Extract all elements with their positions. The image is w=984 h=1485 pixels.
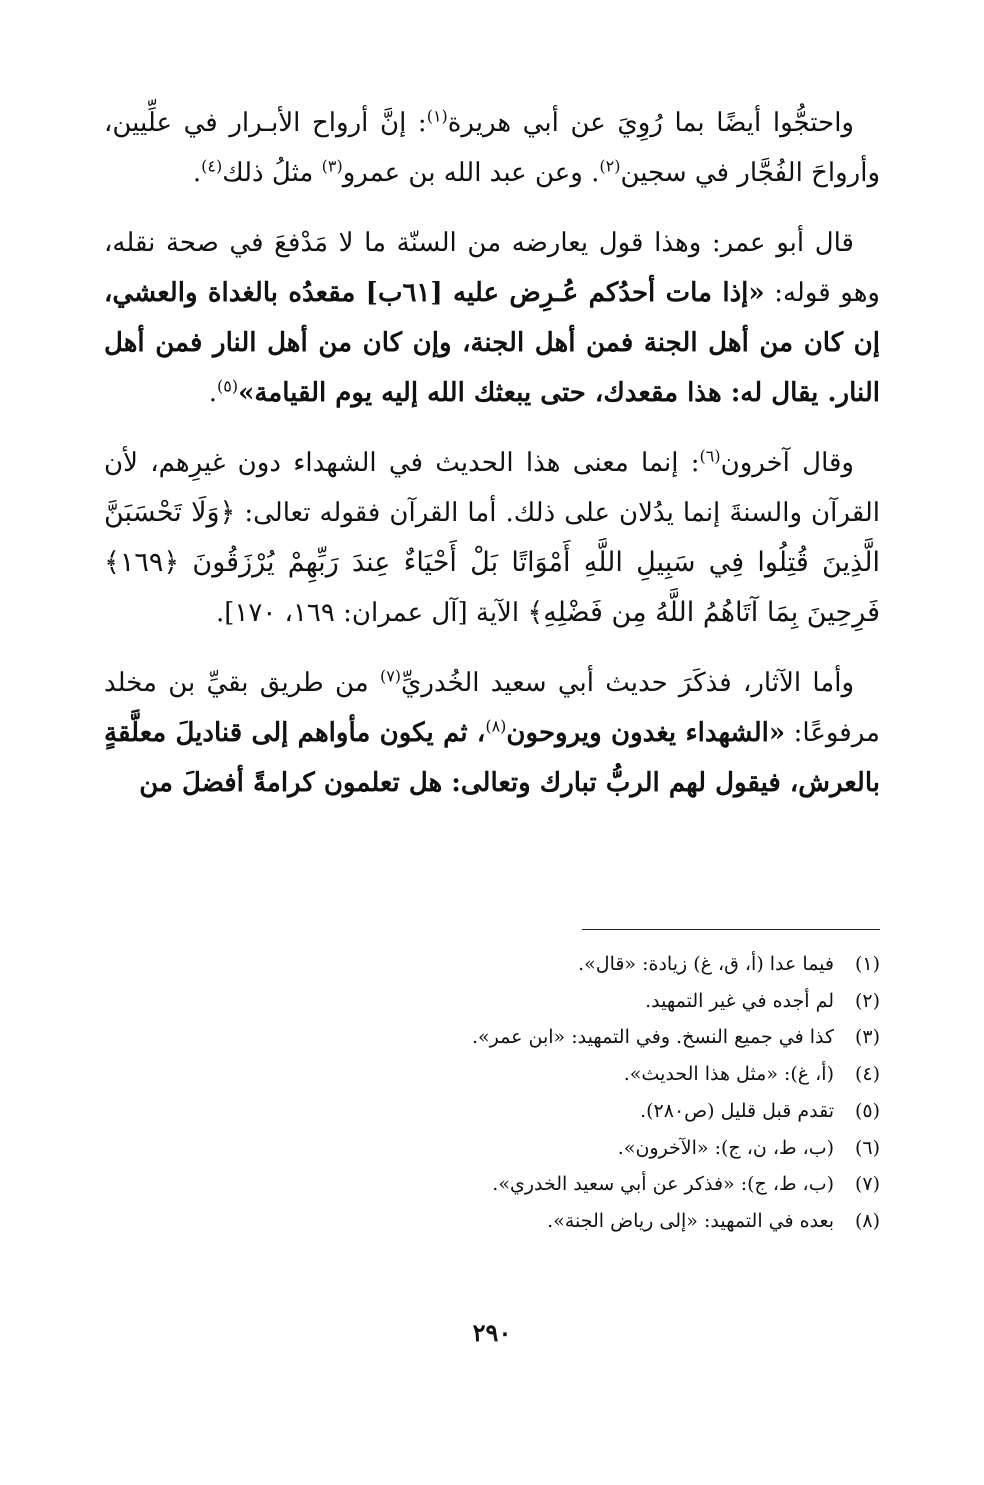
paragraph-2 bbox=[104, 218, 880, 418]
main-text bbox=[104, 98, 880, 828]
footnote-ref[interactable]: (٢) bbox=[599, 156, 621, 176]
footnote-separator bbox=[582, 929, 880, 930]
quran-verse: ﴿وَلَا تَحْسَبَنَّ الَّذِينَ قُتِلُوا فِي سَبِيلِ اللَّهِ أَمْوَاتًا بَلْ أَحْيَاءٌ عِندَ رَبِّهِمْ يُرْزَقُونَ ﴿١٦٩﴾ فَرِحِينَ بِمَا آتَاهُمُ اللَّهُ مِن فَضْلِهِ﴾ bbox=[104, 497, 880, 628]
footnote-ref[interactable]: (٤) bbox=[201, 156, 223, 176]
paragraph-3 bbox=[104, 438, 880, 638]
footnote-text: (أ، غ): «مثل هذا الحديث». bbox=[623, 1063, 834, 1086]
footnote-text: لم أجده في غير التمهيد. bbox=[645, 989, 834, 1012]
paragraph-1 bbox=[104, 98, 880, 198]
footnotes bbox=[104, 946, 880, 1240]
text-run: : إنَّ أرواح الأبـرار في علِّيين، وأرواحَ الفُجَّار في سجين bbox=[104, 108, 880, 188]
footnote-ref[interactable]: (٥) bbox=[216, 376, 239, 396]
footnote-text: (ب، ط، ج): «فذكر عن أبي سعيد الخدري». bbox=[492, 1173, 834, 1196]
text-run: مثلُ ذلك bbox=[222, 158, 322, 188]
footnote-text: كذا في جميع النسخ. وفي التمهيد: «ابن عمر». bbox=[472, 1026, 834, 1049]
hadith-quote: «الشهداء يغدون ويروحون bbox=[506, 718, 786, 748]
footnote-number: (٦) bbox=[854, 1136, 880, 1159]
footnote-item bbox=[104, 1166, 880, 1203]
footnote-item bbox=[104, 1203, 880, 1240]
footnote-item bbox=[104, 1056, 880, 1093]
footnote-number: (٨) bbox=[854, 1209, 880, 1232]
footnote-number: (٣) bbox=[854, 1026, 880, 1049]
footnote-item bbox=[104, 1130, 880, 1167]
text-run: قال أبو عمر: وهذا قول يعارضه من السنّة ما لا مَدْفعَ في صحة نقله، وهو قوله: bbox=[104, 228, 880, 308]
footnote-ref[interactable]: (٨) bbox=[485, 716, 507, 736]
footnote-text: بعده في التمهيد: «إلى رياض الجنة». bbox=[547, 1209, 834, 1232]
footnote-ref[interactable]: (٧) bbox=[379, 666, 402, 686]
page-number: ٢٩٠ bbox=[472, 1318, 512, 1347]
footnote-text: فيما عدا (أ، ق، غ) زيادة: «قال». bbox=[578, 953, 834, 975]
footnote-number: (١) bbox=[854, 953, 880, 975]
footnote-ref[interactable]: (٦) bbox=[699, 446, 721, 466]
footnote-number: (٢) bbox=[854, 989, 880, 1012]
text-run: من طريق بقيِّ بن مخلد مرفوعًا: bbox=[104, 668, 880, 748]
footnote-item bbox=[104, 946, 880, 983]
footnote-number: (٧) bbox=[854, 1173, 880, 1196]
footnote-item bbox=[104, 1093, 880, 1130]
text-run: وقال آخرون bbox=[720, 448, 854, 478]
footnote-number: (٥) bbox=[854, 1099, 880, 1122]
text-run: . bbox=[208, 378, 217, 408]
text-run: الآية [آل عمران: ١٦٩، ١٧٠]. bbox=[215, 598, 528, 628]
hadith-quote: ، ثم يكون مأواهم إلى قناديلَ معلَّقةٍ بالعرش، فيقول لهم الربُّ تبارك وتعالى: هل تعلمون كرامةً أفضلَ من bbox=[104, 718, 880, 798]
footnote-item bbox=[104, 983, 880, 1020]
footnote-text: (ب، ط، ن، ج): «الآخرون». bbox=[617, 1136, 834, 1159]
paragraph-4 bbox=[104, 658, 880, 808]
text-run: . bbox=[192, 158, 202, 188]
text-run: . وعن عبد الله بن عمرو bbox=[342, 158, 600, 188]
text-run: وأما الآثار، فذكَرَ حديث أبي سعيد الخُدريِّ bbox=[401, 668, 855, 698]
footnote-text: تقدم قبل قليل (ص٢٨٠). bbox=[640, 1099, 834, 1122]
footnote-item bbox=[104, 1019, 880, 1056]
text-run: واحتجُّوا أيضًا بما رُوِيَ عن أبي هريرة bbox=[447, 108, 854, 138]
footnote-number: (٤) bbox=[854, 1063, 880, 1086]
hadith-quote: «إذا مات أحدُكم عُـرِض عليه [٦١ب] مقعدُه بالغداة والعشي، إن كان من أهل الجنة فمن أهل الجنة، وإن كان من أهل النار فمن أهل النار. يقال له: هذا مقعدك، حتى يبعثك الله إليه يوم القيامة» bbox=[104, 278, 880, 408]
footnote-ref[interactable]: (٣) bbox=[321, 156, 343, 176]
footnote-ref[interactable]: (١) bbox=[426, 106, 448, 126]
text-run: : إنما معنى هذا الحديث في الشهداء دون غيرِهم، لأن القرآن والسنةَ إنما يدُلان على ذلك. أما القرآن فقوله تعالى: bbox=[104, 448, 880, 528]
